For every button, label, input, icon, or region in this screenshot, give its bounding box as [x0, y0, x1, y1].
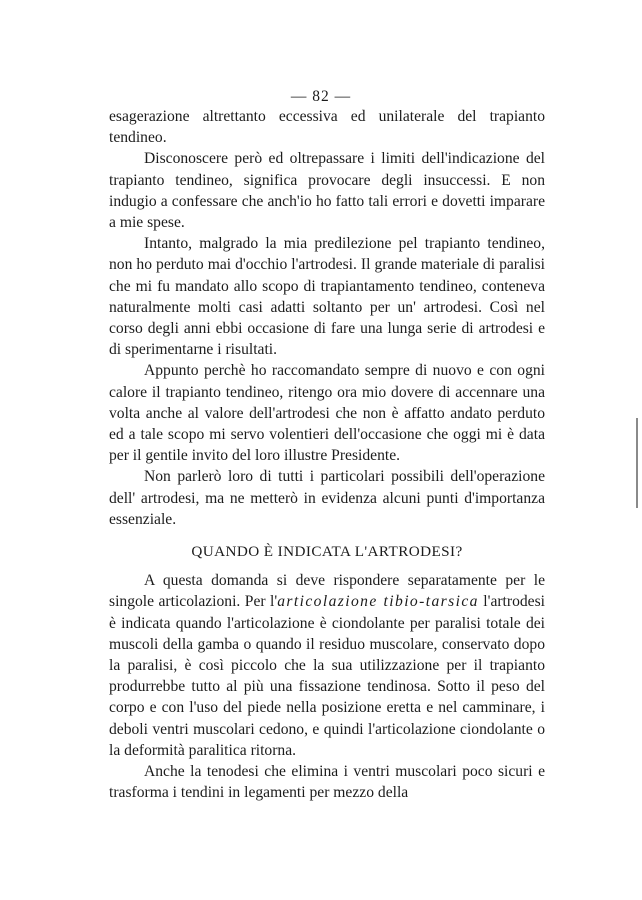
paragraph: Non parlerò loro di tutti i particolari possibili dell'operazione dell' artrodesi, ma ne metterò in evidenza alcuni punti d'importanza essenziale.: [109, 468, 545, 528]
paragraph: Anche la tenodesi che elimina i ventri muscolari poco sicuri e trasforma i tendini in legamenti per mezzo della: [109, 763, 545, 802]
body-text: [109, 106, 545, 804]
section-heading: QUANDO È INDICATA L'ARTRODESI?: [191, 543, 463, 561]
paragraph: Disconoscere però ed oltrepassare i limiti dell'indicazione del trapianto tendineo, significa provocare degli insuccessi. E non indugio a confessare che anch'io ho fatto tali errori e dovetti imparare a mie spese.: [109, 150, 545, 232]
paragraph: [109, 570, 545, 761]
paragraph-text: l'artrodesi è indicata quando l'articolazione è ciondolante per paralisi totale dei muscoli della gamba o quando il residuo muscolare, conservato dopo la paralisi, è così piccolo che la sua utilizzazione per il trapianto produrrebbe tutto al più una fissazione tendinosa. Sotto il peso del corpo e con l'uso del piede nella posizione eretta e nel camminare, i deboli ventri muscolari cedono, e quindi l'articolazione ciondolante o la deformità paralitica ritorna.: [109, 593, 545, 759]
page-number: — 82 —: [290, 88, 352, 105]
paragraph-continuation: esagerazione altrettanto eccessiva ed unilaterale del trapianto tendineo.: [109, 108, 545, 147]
scan-edge-mark: [636, 418, 638, 508]
paragraph: Appunto perchè ho raccomandato sempre di nuovo e con ogni calore il trapianto tendineo, ritengo ora mio dovere di accennare una volta anche al valore dell'artrodesi che non è affatto andato perduto ed a tale scopo mi servo volentieri dell'occasione che oggi mi è data per il gentile invito del loro illustre Presidente.: [109, 362, 545, 465]
emphasized-term: articolazione tibio-tarsica: [277, 593, 479, 611]
paragraph-text: A questa domanda si deve rispondere separatamente per le singole articolazioni. Per l': [109, 572, 545, 611]
paragraph: Intanto, malgrado la mia predilezione pel trapianto tendineo, non ho perduto mai d'occhio l'artrodesi. Il grande materiale di paralisi che mi fu mandato allo scopo di trapiantamento tendineo, conteneva naturalmente molti casi adatti soltanto per un' artrodesi. Così nel corso degli anni ebbi occasione di fare una lunga serie di artrodesi e di sperimentarne i risultati.: [109, 235, 545, 359]
